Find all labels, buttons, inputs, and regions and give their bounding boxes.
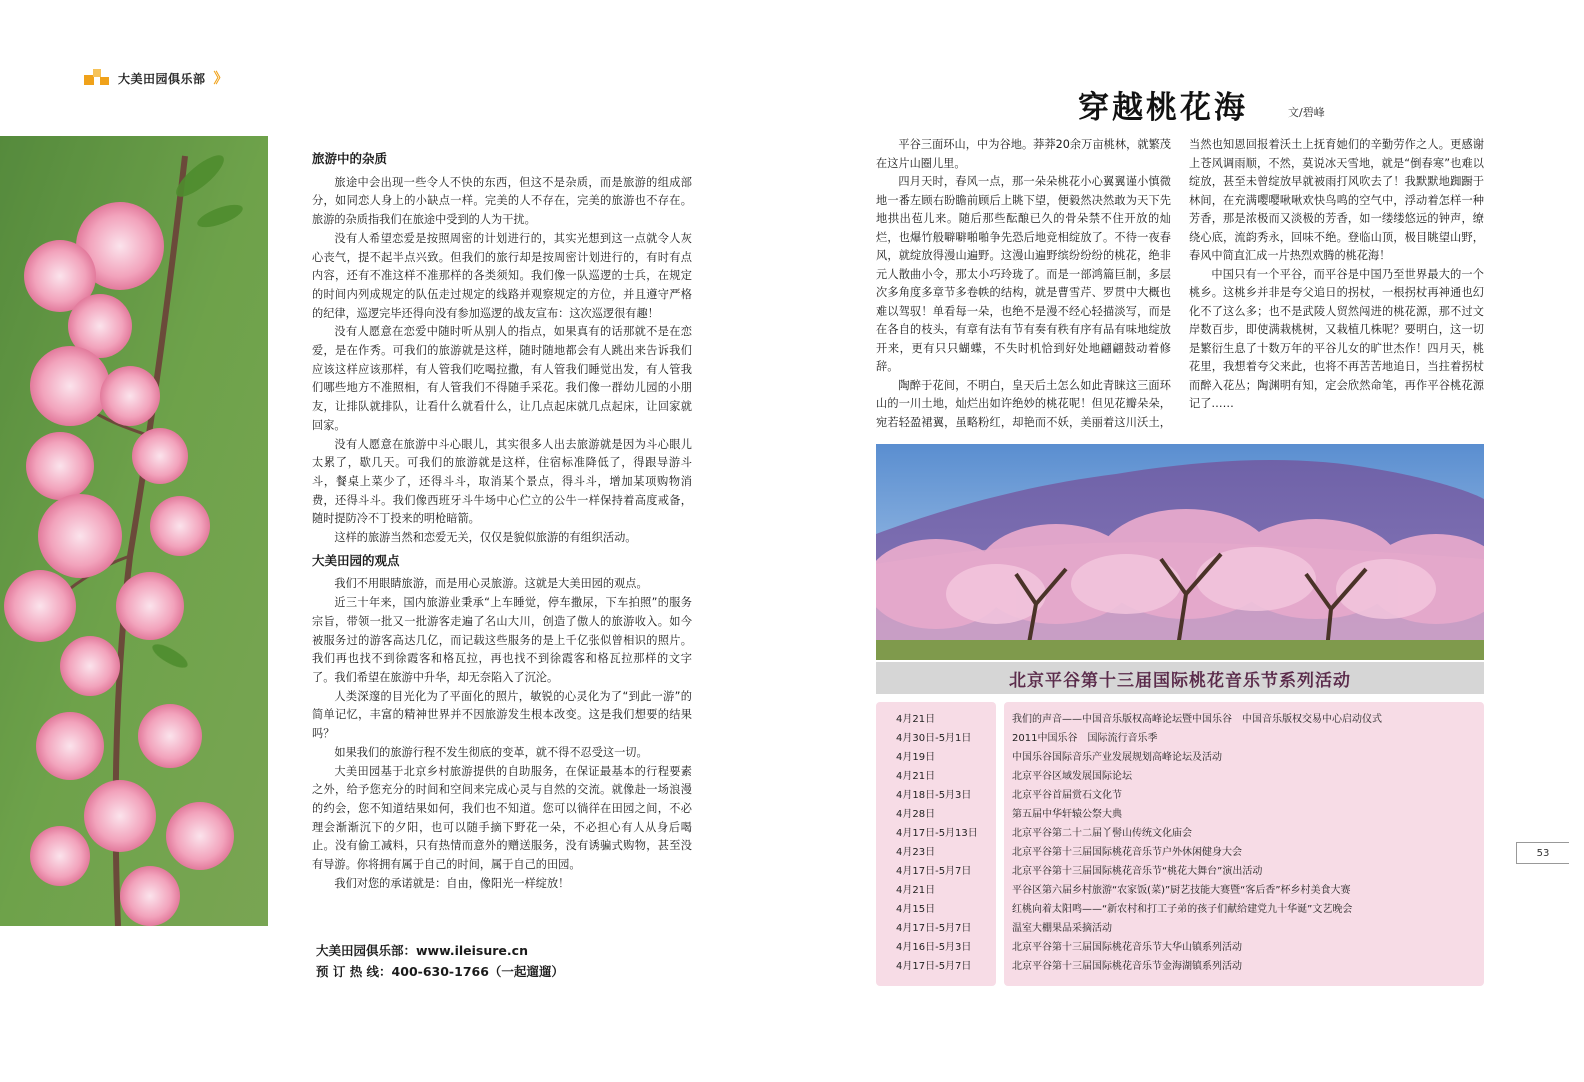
schedule-event: 温室大棚果品采摘活动: [1012, 923, 1112, 934]
schedule-date: 4月15日: [896, 904, 936, 915]
paragraph: 没有人希望恋爱是按照周密的计划进行的，其实光想到这一点就令人灰心丧气，提不起半点兴致。但我们的旅行却是按周密计划进行的，有时有点内容，还有不准这样不准那样的各类须知。我们像一队巡逻的士兵，在规定的时间内列成规定的队伍走过规定的线路并观察规定的方位，并且遵守严格的纪律，巡逻完毕还得向没有参加巡逻的战友宣布：这次巡逻很有趣！: [312, 231, 692, 320]
double-chevron-icon: 》: [213, 71, 224, 87]
schedule-date: 4月21日: [896, 771, 936, 782]
schedule-date: 4月17日-5月7日: [896, 866, 972, 877]
schedule-date: 4月21日: [896, 885, 936, 896]
schedule-event: 北京平谷第十三届国际桃花音乐节户外休闲健身大会: [1012, 847, 1242, 858]
section-impurities: [312, 150, 692, 548]
paragraph: 这样的旅游当然和恋爱无关，仅仅是貌似旅游的有组织活动。: [334, 531, 637, 545]
schedule-date: 4月21日: [896, 714, 936, 725]
article-title: 穿越桃花海: [1078, 90, 1248, 126]
schedule-date: 4月17日-5月13日: [896, 828, 978, 839]
peach-blossom-photo: [0, 136, 268, 926]
schedule-date: 4月30日-5月1日: [896, 733, 972, 744]
section-viewpoint: [312, 552, 692, 894]
schedule-event: 北京平谷第十三届国际桃花音乐节金海湖镇系列活动: [1012, 961, 1242, 972]
schedule-event: 红桃向着太阳鸣——“新农村和打工子弟的孩子们献给建党九十华诞”文艺晚会: [1012, 904, 1353, 915]
schedule-event: 平谷区第六届乡村旅游“农家饭(菜)”厨艺技能大赛暨“客后香”杯乡村美食大赛: [1012, 885, 1351, 896]
left-article: [312, 150, 692, 893]
section-title: 旅游中的杂质: [312, 151, 388, 166]
club-header: [84, 68, 224, 88]
page-number: 53: [1516, 842, 1569, 864]
schedule-event: 北京平谷第十三届国际桃花音乐节“桃花大舞台”演出活动: [1012, 866, 1263, 877]
section-title: 大美田园的观点: [312, 552, 400, 568]
paragraph: 我们不用眼睛旅游，而是用心灵旅游。这就是大美田园的观点。: [334, 577, 648, 591]
paragraph: 近三十年来，国内旅游业秉承“上车睡觉，停车撒尿，下车拍照”的服务宗旨，带领一批又一批游客走遍了名山大川，创造了傲人的旅游收入。如今被服务过的游客高达几亿，而记载这些服务的是上千亿张似曾相识的照片。我们再也找不到徐霞客和格瓦拉，再也找不到徐霞客和格瓦拉那样的文字了。我们希望在旅游中升华，却无奈陷入了沉沦。: [312, 596, 692, 684]
schedule-event: 2011中国乐谷 国际流行音乐季: [1012, 733, 1158, 744]
article-byline: 文/碧峰: [1288, 106, 1325, 119]
schedule-event: 我们的声音——中国音乐版权高峰论坛暨中国乐谷 中国音乐版权交易中心启动仪式: [1012, 714, 1382, 725]
hotline-line: 预 订 热 线：400-630-1766（一起遛遛）: [316, 964, 564, 979]
peach-orchard-photo: [876, 444, 1484, 660]
paragraph: 大美田园基于北京乡村旅游提供的自助服务，在保证最基本的行程要素之外，给予您充分的时间和空间来完成心灵与自然的交流。就像赴一场浪漫的约会，您不知道结果如何，我们也不知道。您可以徜徉在田园之间，不必理会渐渐沉下的夕阳，也可以随手摘下野花一朵，不必担心有人从身后喝止。没有偷工减料，只有热情而意外的赠送服务，没有诱骗式购物，甚至没有导游。你将拥有属于自己的时间，属于自己的田园。: [312, 764, 692, 872]
paragraph: 没有人愿意在旅游中斗心眼儿，其实很多人出去旅游就是因为斗心眼儿太累了，歇几天。可我们的旅游就是这样，住宿标准降低了，得跟导游斗斗，餐桌上菜少了，还得斗斗，取消某个景点，得斗斗，增加某项购物消费，还得斗斗。我们像西班牙斗牛场中心伫立的公牛一样保持着高度戒备，随时提防冷不丁投来的明枪暗箭。: [312, 437, 692, 526]
club-logo-icon: [84, 69, 112, 87]
paragraph: 旅途中会出现一些令人不快的东西，但这不是杂质，而是旅游的组成部分，如同恋人身上的小缺点一样。完美的人不存在，完美的旅游也不存在。旅游的杂质指我们在旅途中受到的人为干扰。: [312, 175, 692, 227]
schedule-event: 第五届中华轩辕公祭大典: [1012, 809, 1122, 820]
schedule-date: 4月16日-5月3日: [896, 942, 972, 953]
schedule-date: 4月23日: [896, 847, 936, 858]
schedule-event: 北京平谷区域发展国际论坛: [1012, 771, 1132, 782]
paragraph: 四月天时，春风一点，那一朵朵桃花小心翼翼谨小慎微地一番左顾右盼瞻前顾后上眺下望，便毅然决然敢为天下先地拱出苞儿来。随后那些酝酿已久的骨朵禁不住开放的灿烂，也爆竹般噼噼啪啪争先恐后地竞相绽放了。不待一夜春风，就绽放得漫山遍野。这漫山遍野缤纷纷纷的桃花，绝非元人散曲小令，那太小巧玲珑了。而是一部鸿篇巨制，多层次多角度多章节多卷帙的结构，就是曹雪芹、罗贯中大概也难以驾驭！单看每一朵，也绝不是漫不经心轻描淡写，而是在各自的枝头，有章有法有节有奏有秩有序有品有味地绽放开来，更有只只蝴蝶，不失时机恰到好处地翩翩鼓动着修辞。: [876, 175, 1171, 373]
paragraph: 没有人愿意在恋爱中随时听从别人的指点，如果真有的话那就不是在恋爱，是在作秀。可我们的旅游就是这样，随时随地都会有人跳出来告诉我们应该这样应该那样，有人管我们吃喝拉撒，有人管我们睡觉出发，有人管我们哪些地方不准照相，有人管我们不得随手采花。我们像一群幼儿园的小朋友，让排队就排队，让看什么就看什么，让几点起床就几点起床，让回家就回家。: [312, 325, 692, 432]
schedule-date: 4月17日-5月7日: [896, 961, 972, 972]
schedule-event: 北京平谷第二十二届丫髻山传统文化庙会: [1012, 828, 1192, 839]
schedule-dates-panel: [876, 702, 996, 986]
schedule-date: 4月19日: [896, 752, 936, 763]
paragraph: 中国只有一个平谷，而平谷是中国乃至世界最大的一个桃乡。这桃乡并非是夸父追日的拐杖，一根拐杖再神通也幻化不了这么多；也不是武陵人贸然闯进的桃花源，那不过文岸数百步，即使满栽桃树，又栽植几株呢？要明白，这一切是繁衍生息了十数万年的平谷儿女的旷世杰作！四月天，桃花里，我想着夸父来此，也将不再苦苦地追日，当拄着拐杖而醉入花丛；陶渊明有知，定会欣然命笔，再作平谷桃花源记了……: [1189, 267, 1484, 410]
paragraph: 人类深邃的目光化为了平面化的照片，敏锐的心灵化为了“到此一游”的简单记忆，丰富的精神世界并不因旅游发生根本改变。这是我们想要的结果吗？: [312, 689, 692, 741]
right-article-body: [876, 136, 1484, 436]
paragraph: 陶醉于花间，不明白，皇天后土怎么如此青睐这三面环山的一川土地，灿烂出如许绝妙的桃花呢！但见花瓣朵朵，宛若轻盈裙翼，虽略粉红，却艳而不妖，美丽着这川沃土，当然也知恩回报着沃土上抚育她们的辛勤劳作之人。更感谢上苍风调雨顺，不然，莫说冰天雪地，就是“倒春寒”也难以绽放，甚至未曾绽放早就被雨打风吹去了！我默默地踟蹰于林间，在充满嘤嘤啾啾欢快鸟鸣的空气中，浮动着怎样一种芳香，那是浓极而又淡极的芳香，如一缕缕悠远的钟声，缭绕心底，流韵秀永，回味不绝。登临山顶，极目眺望山野，春风中简直汇成一片热烈欢腾的桃花海！: [876, 138, 1484, 429]
schedule-event: 中国乐谷国际音乐产业发展规划高峰论坛及活动: [1012, 752, 1222, 763]
paragraph: 如果我们的旅游行程不发生彻底的变革，就不得不忍受这一切。: [334, 745, 648, 759]
schedule-event: 北京平谷首届赏石文化节: [1012, 790, 1122, 801]
website-line[interactable]: 大美田园俱乐部：www.ileisure.cn: [316, 943, 528, 958]
schedule-date: 4月28日: [896, 809, 936, 820]
contact-info: [316, 940, 564, 982]
club-name: 大美田园俱乐部: [118, 71, 206, 86]
paragraph: 我们对您的承诺就是：自由，像阳光一样绽放！: [334, 876, 570, 890]
schedule-events-panel: [1004, 702, 1484, 986]
festival-title: 北京平谷第十三届国际桃花音乐节系列活动: [876, 662, 1484, 694]
schedule-date: 4月17日-5月7日: [896, 923, 972, 934]
schedule-date: 4月18日-5月3日: [896, 790, 972, 801]
schedule-event: 北京平谷第十三届国际桃花音乐节大华山镇系列活动: [1012, 942, 1242, 953]
paragraph: 平谷三面环山，中为谷地。莽莽20余万亩桃林，就繁茂在这片山圈儿里。: [876, 138, 1171, 170]
